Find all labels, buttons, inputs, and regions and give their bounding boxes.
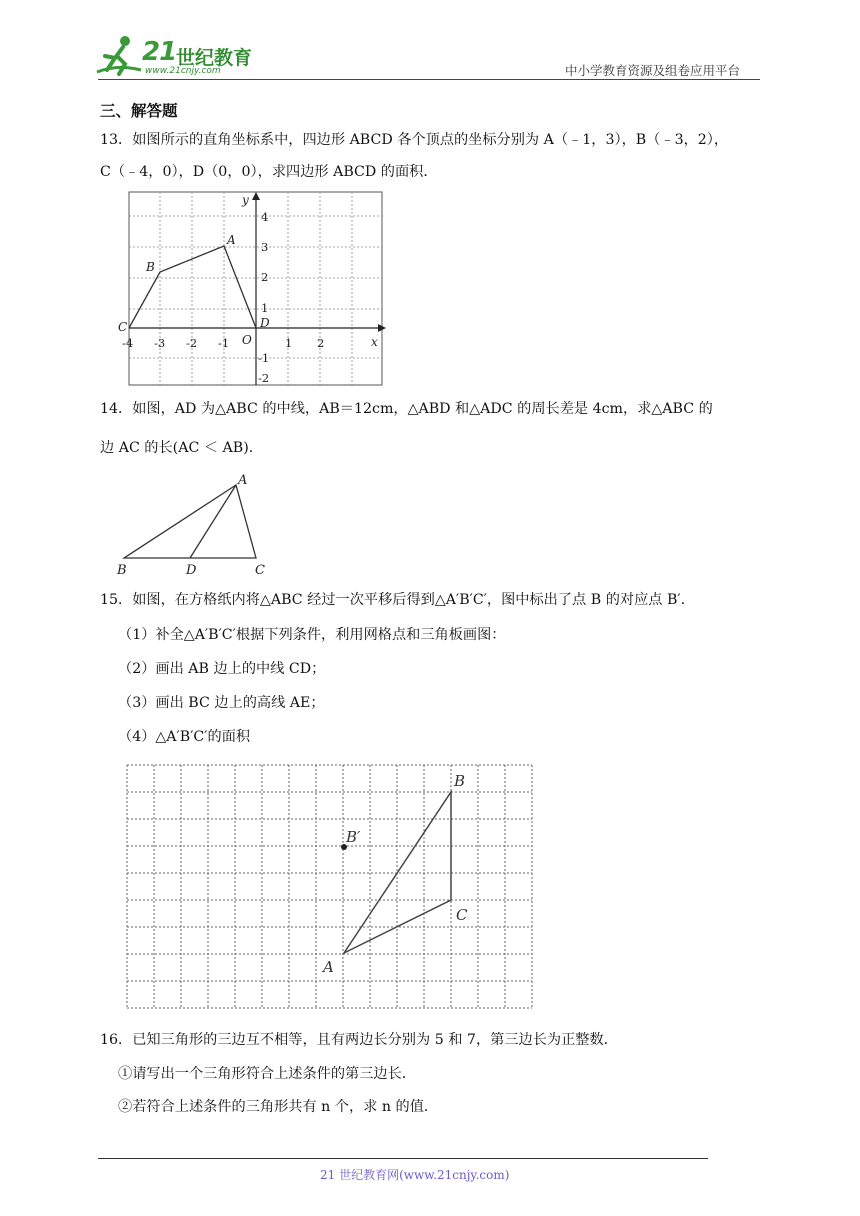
q15-item-4: （4）△A′B′C′的面积: [118, 729, 251, 745]
label-a: A: [238, 473, 248, 488]
logo-number: 21: [142, 37, 177, 67]
origin-label: O: [242, 333, 252, 347]
quadrilateral-abcd: [129, 246, 256, 328]
y-tick: -1: [258, 351, 270, 365]
y-axis-label: y: [242, 193, 249, 207]
q15-item-2: （2）画出 AB 边上的中线 CD；: [118, 661, 326, 677]
q14-triangle-figure: [110, 470, 280, 580]
x-axis-label: x: [371, 335, 378, 349]
x-tick: 2: [317, 336, 325, 350]
label-c: C: [456, 906, 468, 924]
section-title: 三、解答题: [100, 102, 178, 120]
q16-item-1: ①请写出一个三角形符合上述条件的第三边长．: [118, 1066, 416, 1082]
q14-text-line2: 边 AC 的长(AC ＜ AB).: [100, 440, 254, 456]
q15-item-1: （1）补全△A′B′C′根据下列条件，利用网格点和三角板画图：: [118, 627, 506, 643]
label-b: B: [117, 563, 127, 578]
x-tick: -3: [154, 336, 166, 350]
x-tick: 1: [285, 336, 293, 350]
point-b-label: B: [146, 260, 155, 274]
median-ad: [190, 485, 236, 558]
x-tick: -2: [186, 336, 198, 350]
x-tick: -1: [218, 336, 230, 350]
q13-text-line2: C（﹣4，0），D（0，0），求四边形 ABCD 的面积．: [100, 164, 438, 180]
y-tick: 2: [261, 270, 269, 284]
point-c-label: C: [118, 320, 128, 334]
triangle-abc: [124, 485, 256, 558]
y-tick: 1: [261, 301, 269, 315]
x-tick: -4: [122, 336, 134, 350]
q14-text-line1: 14．如图，AD 为△ABC 的中线，AB＝12cm，△ABD 和△ADC 的周长差是 4cm，求△ABC 的: [100, 401, 713, 417]
point-a-label: A: [227, 233, 236, 247]
runner-icon: [95, 34, 143, 76]
label-b: B: [454, 772, 466, 790]
logo-text: 世纪教育: [176, 47, 253, 69]
header-divider: [98, 79, 760, 80]
q15-item-3: （3）画出 BC 边上的高线 AE；: [118, 695, 325, 711]
label-a: A: [323, 958, 334, 976]
q16-text-line1: 16．已知三角形的三边互不相等，且有两边长分别为 5 和 7，第三边长为正整数．: [100, 1032, 618, 1048]
label-d: D: [186, 563, 197, 578]
point-d-label: D: [260, 316, 270, 330]
q13-coordinate-figure: [118, 190, 388, 390]
footer-divider: [98, 1158, 708, 1159]
y-tick: 3: [261, 240, 269, 254]
header-platform-text: 中小学教育资源及组卷应用平台: [565, 63, 741, 78]
q13-text-line1: 13．如图所示的直角坐标系中，四边形 ABCD 各个顶点的坐标分别为 A（﹣1，3），B（﹣3，2），: [100, 132, 729, 148]
y-tick: -2: [258, 371, 270, 385]
q15-grid-figure: [120, 760, 540, 1016]
label-b-prime: B′: [346, 828, 361, 846]
q16-item-2: ②若符合上述条件的三角形共有 n 个，求 n 的值．: [118, 1099, 439, 1115]
y-tick: 4: [261, 210, 269, 224]
logo-url: www.21cnjy.com: [145, 66, 221, 76]
footer-text: 21 世纪教育网(www.21cnjy.com): [320, 1168, 510, 1182]
label-c: C: [255, 563, 265, 578]
q15-text-line1: 15．如图，在方格纸内将△ABC 经过一次平移后得到△A′B′C′，图中标出了点 B 的对应点 B′.: [100, 592, 686, 608]
